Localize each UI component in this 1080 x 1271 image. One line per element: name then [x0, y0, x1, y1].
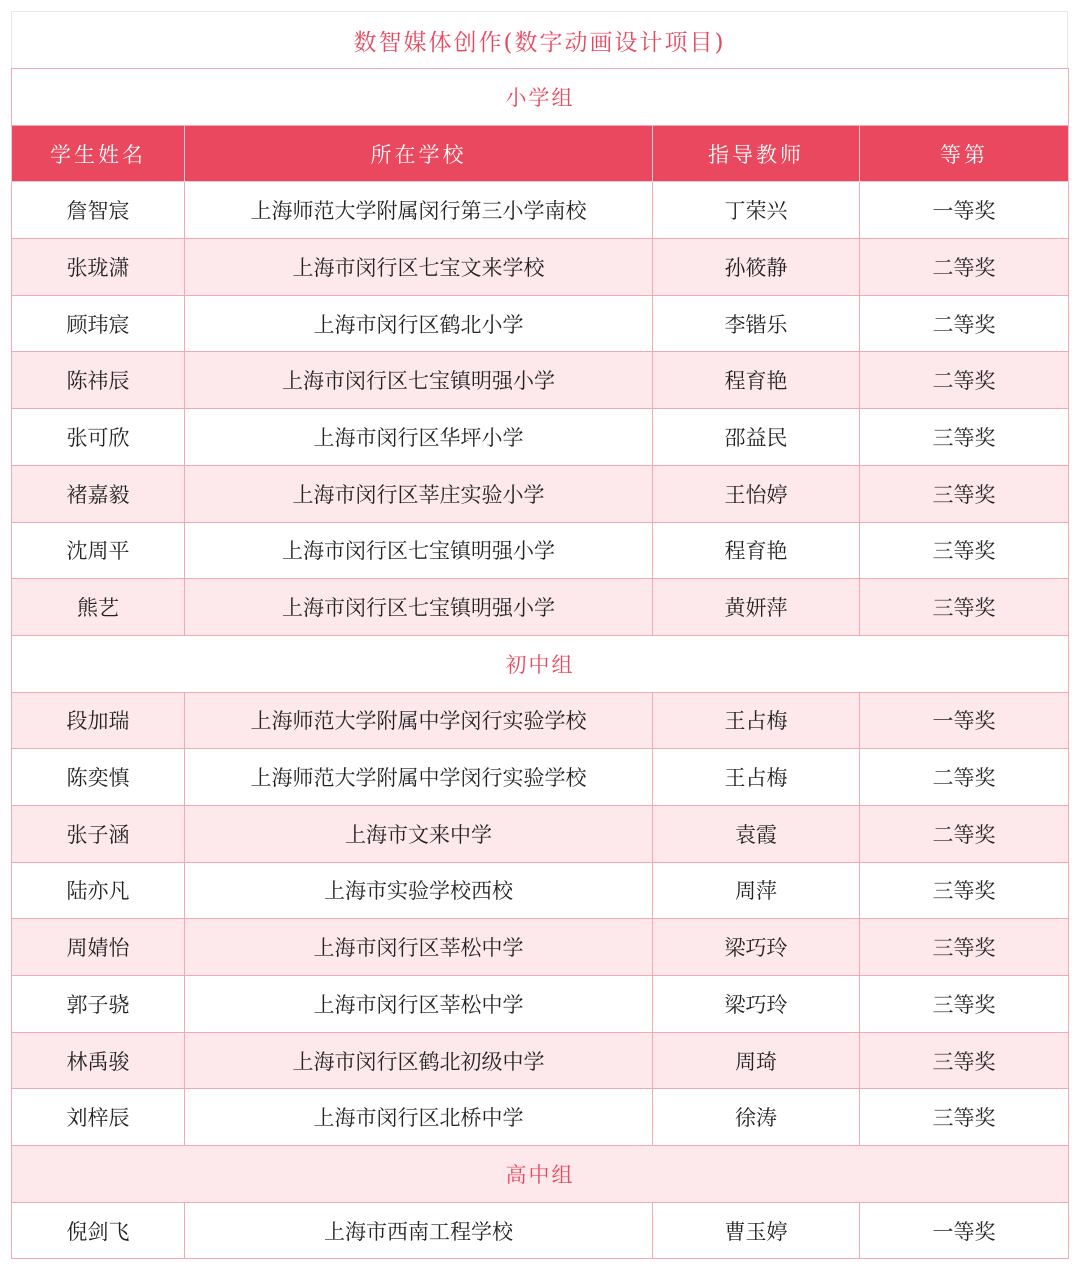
school-name: 上海市闵行区鹤北小学 [185, 295, 653, 352]
table-row [12, 692, 1069, 749]
school-name: 上海市闵行区七宝镇明强小学 [185, 579, 653, 636]
student-name: 倪剑飞 [12, 1202, 185, 1259]
school-name: 上海市闵行区莘松中学 [185, 976, 653, 1033]
award-level: 三等奖 [860, 1089, 1069, 1146]
table-row [12, 976, 1069, 1033]
group-title: 小学组 [12, 69, 1069, 126]
teacher-name: 袁霞 [653, 805, 860, 862]
student-name: 陈祎辰 [12, 352, 185, 409]
student-name: 林禹骏 [12, 1032, 185, 1089]
table-row [12, 239, 1069, 296]
table-row [12, 1202, 1069, 1259]
student-name: 郭子骁 [12, 976, 185, 1033]
student-name: 张珑潇 [12, 239, 185, 296]
student-name: 陈奕慎 [12, 749, 185, 806]
student-name: 刘梓辰 [12, 1089, 185, 1146]
teacher-name: 周萍 [653, 862, 860, 919]
table-row [12, 1089, 1069, 1146]
award-level: 三等奖 [860, 862, 1069, 919]
award-level: 二等奖 [860, 749, 1069, 806]
award-level: 一等奖 [860, 692, 1069, 749]
teacher-name: 黄妍萍 [653, 579, 860, 636]
teacher-name: 曹玉婷 [653, 1202, 860, 1259]
award-level: 三等奖 [860, 976, 1069, 1033]
award-level: 三等奖 [860, 522, 1069, 579]
school-name: 上海市文来中学 [185, 805, 653, 862]
teacher-name: 王占梅 [653, 692, 860, 749]
student-name: 张可欣 [12, 409, 185, 466]
award-level: 二等奖 [860, 352, 1069, 409]
award-level: 二等奖 [860, 239, 1069, 296]
award-level: 三等奖 [860, 919, 1069, 976]
school-name: 上海师范大学附属中学闵行实验学校 [185, 692, 653, 749]
table-row [12, 1032, 1069, 1089]
header-award: 等第 [860, 125, 1069, 182]
teacher-name: 梁巧玲 [653, 976, 860, 1033]
award-table-body [12, 69, 1069, 1259]
school-name: 上海市闵行区北桥中学 [185, 1089, 653, 1146]
school-name: 上海市闵行区七宝镇明强小学 [185, 522, 653, 579]
teacher-name: 徐涛 [653, 1089, 860, 1146]
student-name: 詹智宸 [12, 182, 185, 239]
school-name: 上海市实验学校西校 [185, 862, 653, 919]
award-level: 三等奖 [860, 409, 1069, 466]
award-table [11, 68, 1069, 1259]
header-school: 所在学校 [185, 125, 653, 182]
teacher-name: 王怡婷 [653, 465, 860, 522]
school-name: 上海市闵行区七宝文来学校 [185, 239, 653, 296]
table-row [12, 295, 1069, 352]
school-name: 上海市闵行区华坪小学 [185, 409, 653, 466]
table-row [12, 579, 1069, 636]
school-name: 上海市闵行区鹤北初级中学 [185, 1032, 653, 1089]
student-name: 陆亦凡 [12, 862, 185, 919]
award-level: 二等奖 [860, 295, 1069, 352]
student-name: 熊艺 [12, 579, 185, 636]
student-name: 沈周平 [12, 522, 185, 579]
table-row [12, 352, 1069, 409]
group-title: 初中组 [12, 635, 1069, 692]
table-row [12, 749, 1069, 806]
student-name: 褚嘉毅 [12, 465, 185, 522]
teacher-name: 邵益民 [653, 409, 860, 466]
teacher-name: 周琦 [653, 1032, 860, 1089]
school-name: 上海市闵行区莘松中学 [185, 919, 653, 976]
school-name: 上海师范大学附属闵行第三小学南校 [185, 182, 653, 239]
student-name: 段加瑞 [12, 692, 185, 749]
table-row [12, 805, 1069, 862]
header-student-name: 学生姓名 [12, 125, 185, 182]
table-row [12, 409, 1069, 466]
page-title: 数智媒体创作(数字动画设计项目) [11, 11, 1068, 68]
school-name: 上海市闵行区莘庄实验小学 [185, 465, 653, 522]
award-level: 一等奖 [860, 1202, 1069, 1259]
group-header-row [12, 635, 1069, 692]
student-name: 张子涵 [12, 805, 185, 862]
student-name: 顾玮宸 [12, 295, 185, 352]
school-name: 上海市闵行区七宝镇明强小学 [185, 352, 653, 409]
teacher-name: 丁荣兴 [653, 182, 860, 239]
teacher-name: 程育艳 [653, 522, 860, 579]
group-header-row [12, 1146, 1069, 1203]
award-list-frame [11, 11, 1068, 1261]
table-row [12, 919, 1069, 976]
table-row [12, 182, 1069, 239]
teacher-name: 孙筱静 [653, 239, 860, 296]
award-level: 一等奖 [860, 182, 1069, 239]
table-row [12, 465, 1069, 522]
group-title: 高中组 [12, 1146, 1069, 1203]
award-level: 三等奖 [860, 579, 1069, 636]
award-level: 三等奖 [860, 465, 1069, 522]
table-row [12, 522, 1069, 579]
header-teacher: 指导教师 [653, 125, 860, 182]
teacher-name: 程育艳 [653, 352, 860, 409]
group-header-row [12, 69, 1069, 126]
award-level: 三等奖 [860, 1032, 1069, 1089]
student-name: 周婧怡 [12, 919, 185, 976]
table-row [12, 862, 1069, 919]
teacher-name: 李锴乐 [653, 295, 860, 352]
teacher-name: 王占梅 [653, 749, 860, 806]
school-name: 上海市西南工程学校 [185, 1202, 653, 1259]
school-name: 上海师范大学附属中学闵行实验学校 [185, 749, 653, 806]
column-header-row [12, 125, 1069, 182]
teacher-name: 梁巧玲 [653, 919, 860, 976]
award-level: 二等奖 [860, 805, 1069, 862]
